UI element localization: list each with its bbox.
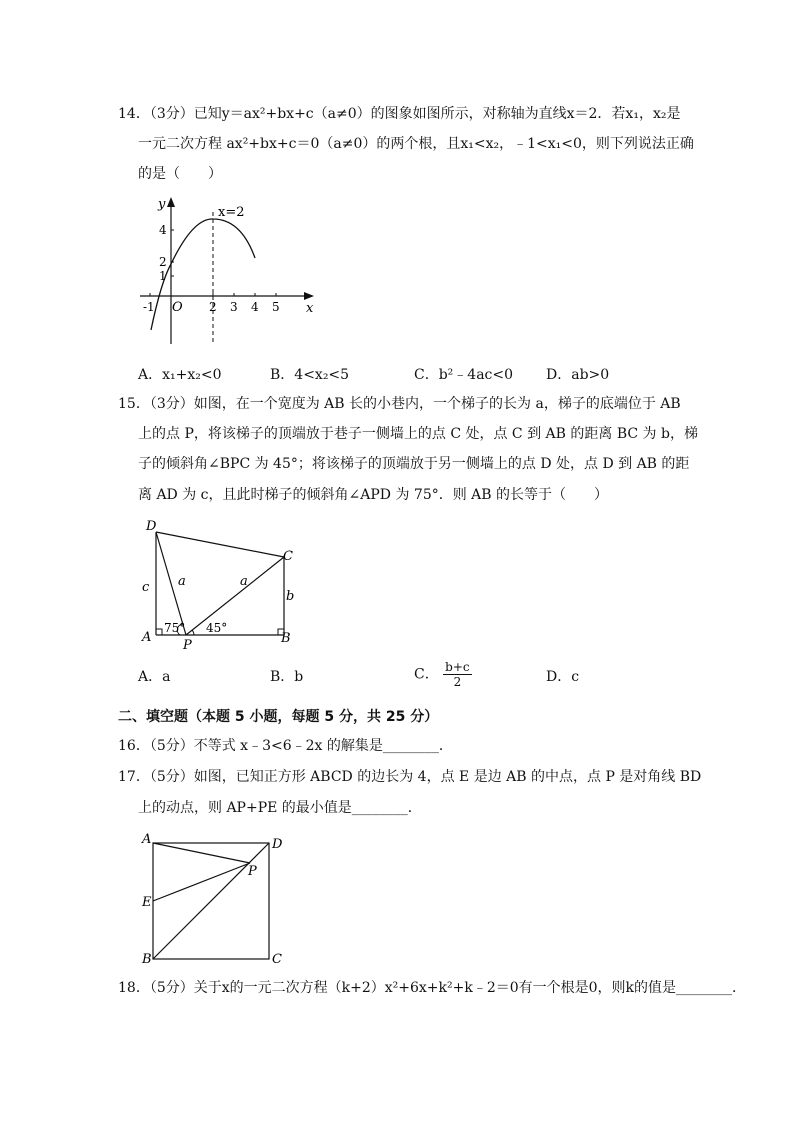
y-axis-arrow [167,197,175,207]
x-axis-arrow [304,292,314,300]
point-d-label: D [272,837,283,852]
q15-choice-b[interactable]: B．b [270,669,304,685]
q15-choice-d[interactable]: D．c [546,669,580,685]
q17-square-figure [138,830,298,966]
q15-line-2: 上的点 P，将该梯子的顶端放于巷子一侧墙上的点 C 处，点 C 到 AB 的距离 BC 为 b，梯 [138,426,698,442]
q17-line-1: 17．（5分）如图，已知正方形 ABCD 的边长为 4，点 E 是边 AB 的中点，点 P 是对角线 BD [118,769,702,785]
segment-ap [153,843,250,863]
fraction-numerator: b+c [445,660,470,674]
symmetry-axis-label: x=2 [218,205,245,220]
x-tick-4: 4 [251,300,259,314]
x-axis-label: x [306,301,314,316]
q15-ladder-figure [138,514,308,654]
q16-text: 16．（5分）不等式 x﹣3<6﹣2x 的解集是________． [118,738,453,754]
q14-choice-d[interactable]: D．ab>0 [546,367,610,383]
q14-choice-c[interactable]: C．b²﹣4ac<0 [414,367,514,383]
q17-line-2: 上的动点，则 AP+PE 的最小值是________． [138,800,422,816]
q15-choice-c-fraction [443,660,471,689]
segment-dc [156,532,284,557]
length-b-label: b [286,589,295,604]
y-axis-label: y [158,197,166,212]
point-c-label: C [272,952,282,966]
y-tick-1: 1 [159,269,167,283]
q14-line-1: 14．（3分）已知y＝ax²+bx+c（a≠0）的图象如图所示，对称轴为直线x＝2．若x₁，x₂是 [118,106,681,122]
x-tick-2: 2 [209,300,217,314]
q15-line-1: 15．（3分）如图，在一个宽度为 AB 长的小巷内，一个梯子的长为 a，梯子的底端位于 AB [118,396,681,412]
x-tick-neg1: -1 [143,300,155,314]
point-e-label: E [142,895,152,910]
point-a-label: A [142,832,152,847]
q14-line-2: 一元二次方程 ax²+bx+c＝0（a≠0）的两个根，且x₁<x₂，﹣1<x₁<0，则下列说法正确 [138,136,694,152]
q14-choices [138,364,678,386]
q15-choice-c[interactable] [414,660,472,689]
point-p-label: P [248,864,257,879]
q15-choice-a[interactable]: A．a [138,669,171,685]
segment-ep [153,863,250,901]
length-a-left-label: a [178,574,186,589]
point-b-label: B [281,631,291,646]
fraction-denominator: 2 [453,675,462,689]
diagonal-bd [153,843,269,959]
q15-choice-c-prefix: C． [414,666,439,683]
q14-line-3: 的是（ ） [138,166,222,182]
q15-line-3: 子的倾斜角∠BPC 为 45°；将该梯子的顶端放于另一侧墙上的点 D 处，点 D 到 AB 的距 [138,456,690,472]
q14-choice-a[interactable]: A．x₁+x₂<0 [138,367,222,383]
point-d-label: D [146,519,157,534]
angle-45-label: 45° [206,621,228,635]
x-tick-5: 5 [272,300,280,314]
x-tick-3: 3 [230,300,238,314]
y-tick-2: 2 [159,255,167,269]
ladder-pc [186,557,284,635]
origin-label: O [172,300,183,315]
point-c-label: C [283,549,293,564]
point-a-label: A [142,630,152,645]
q14-parabola-graph [138,192,323,352]
length-a-right-label: a [240,574,248,589]
length-c-label: c [142,580,150,595]
point-b-label: B [142,952,152,966]
q14-choice-b[interactable]: B．4<x₂<5 [270,367,350,383]
q18-text: 18．（5分）关于x的一元二次方程（k+2）x²+6x+k²+k﹣2＝0有一个根是0，则k的值是________． [118,980,747,996]
y-tick-4: 4 [159,223,167,237]
point-p-label: P [183,638,192,653]
angle-75-label: 75° [164,621,186,635]
q15-line-4: 离 AD 为 c，且此时梯子的倾斜角∠APD 为 75°．则 AB 的长等于（ ） [138,487,609,503]
q15-choices [138,660,678,689]
section-fill-in-blanks-heading: 二、填空题（本题 5 小题，每题 5 分，共 25 分） [118,709,439,725]
